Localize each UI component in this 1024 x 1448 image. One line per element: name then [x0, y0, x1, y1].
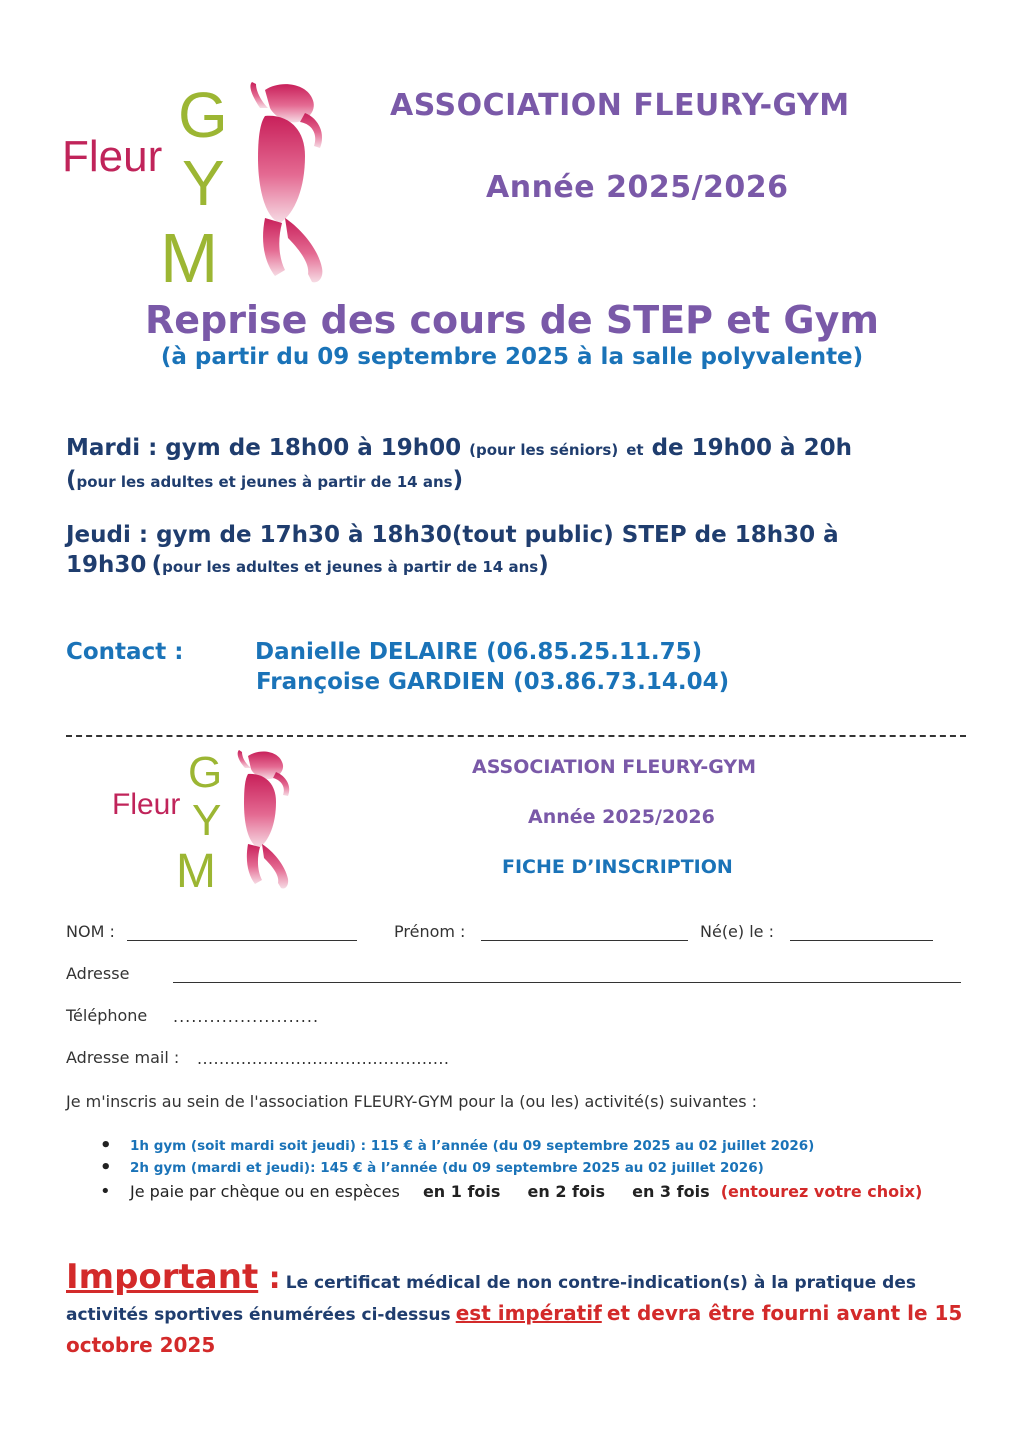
nom-input[interactable] [127, 940, 357, 941]
logo-m-letter: M [160, 219, 219, 297]
association-title: ASSOCIATION FLEURY-GYM [390, 88, 850, 123]
jeudi-paren-close: ) [538, 552, 549, 578]
mardi-paren-close: ) [452, 467, 464, 493]
schedule-jeudi [66, 520, 966, 582]
payment-3-fois[interactable]: en 3 fois [632, 1182, 710, 1201]
ne-le-label: Né(e) le : [700, 922, 774, 941]
important-text-2: et devra être fourni avant le 15 octobre 2025 [66, 1301, 963, 1357]
important-text-1: Le certificat médical de non contre-indication(s) à la pratique des activités sportives énumérées ci-dessus [66, 1273, 916, 1325]
nom-label: NOM : [66, 922, 115, 941]
ne-le-input[interactable] [790, 940, 933, 941]
logo-y-letter: Y [182, 147, 225, 219]
contact-person-2: Françoise GARDIEN (03.86.73.14.04) [256, 669, 730, 695]
year-title: Année 2025/2026 [486, 170, 789, 205]
payment-1-fois[interactable]: en 1 fois [422, 1182, 501, 1201]
activity-options [100, 1136, 940, 1206]
prenom-label: Prénom : [394, 922, 466, 941]
important-imperatif: est impératif [455, 1301, 602, 1325]
payment-text: Je paie par chèque ou en espèces [130, 1182, 400, 1201]
contact-label: Contact : [66, 639, 184, 665]
inscription-text: Je m'inscris au sein de l'association FLEURY-GYM pour la (ou les) activité(s) suivantes : [66, 1092, 758, 1111]
mardi-text-b: de 19h00 à 20h [651, 435, 852, 461]
logo-fleur-text: Fleur [112, 788, 181, 821]
adresse-label: Adresse [66, 964, 130, 983]
jeudi-note: pour les adultes et jeunes à partir de 14 ans [162, 558, 539, 576]
mail-label: Adresse mail : [66, 1048, 180, 1067]
form-association-title: ASSOCIATION FLEURY-GYM [472, 756, 757, 778]
payment-2-fois[interactable]: en 2 fois [527, 1182, 606, 1201]
important-notice [66, 1257, 966, 1362]
fleury-gym-logo-bottom [110, 748, 300, 898]
option-1h-gym[interactable] [100, 1136, 940, 1156]
option-payment [100, 1182, 940, 1202]
fleury-gym-logo-top [60, 78, 330, 298]
page-title: Reprise des cours de STEP et Gym [145, 298, 879, 342]
option-2h-gym-text: 2h gym (mardi et jeudi): 145 € à l’année (du 09 septembre 2025 au 02 juillet 2026) [130, 1160, 764, 1176]
contact-person-1: Danielle DELAIRE (06.85.25.11.75) [255, 639, 703, 665]
important-colon: : [258, 1261, 281, 1296]
cut-line-divider [66, 735, 966, 737]
jeudi-text: Jeudi : gym de 17h30 à 18h30(tout public) STEP de 18h30 à [66, 522, 839, 548]
mail-input[interactable]: .............................................. [197, 1049, 450, 1068]
logo-y-letter: Y [192, 796, 222, 845]
jeudi-paren-open: ( [151, 552, 163, 578]
page-subtitle: (à partir du 09 septembre 2025 à la salle polyvalente) [160, 344, 864, 370]
telephone-input[interactable]: ........................ [173, 1007, 320, 1026]
prenom-input[interactable] [481, 940, 688, 941]
logo-g-letter: G [188, 748, 223, 797]
logo-g-letter: G [178, 79, 228, 151]
jeudi-time: 19h30 [66, 552, 147, 578]
form-title: FICHE D’INSCRIPTION [502, 856, 733, 878]
option-2h-gym[interactable] [100, 1158, 940, 1178]
logo-m-letter: M [176, 845, 216, 898]
mardi-text: Mardi : gym de 18h00 à 19h00 [66, 435, 462, 461]
mardi-et: et [626, 441, 644, 459]
telephone-label: Téléphone [66, 1006, 148, 1025]
logo-fleur-text: Fleur [62, 132, 163, 181]
mardi-note-adults: pour les adultes et jeunes à partir de 14 ans [76, 473, 453, 491]
option-1h-gym-text: 1h gym (soit mardi soit jeudi) : 115 € à l’année (du 09 septembre 2025 au 02 juillet 2026) [130, 1138, 815, 1154]
important-label: Important [66, 1257, 259, 1297]
adresse-input[interactable] [173, 982, 961, 983]
form-year-title: Année 2025/2026 [528, 806, 715, 828]
schedule-mardi [66, 433, 966, 497]
payment-circle-note: (entourez votre choix) [720, 1182, 923, 1201]
mardi-note-seniors: (pour les séniors) [469, 441, 619, 459]
mardi-paren-open: ( [66, 467, 77, 493]
